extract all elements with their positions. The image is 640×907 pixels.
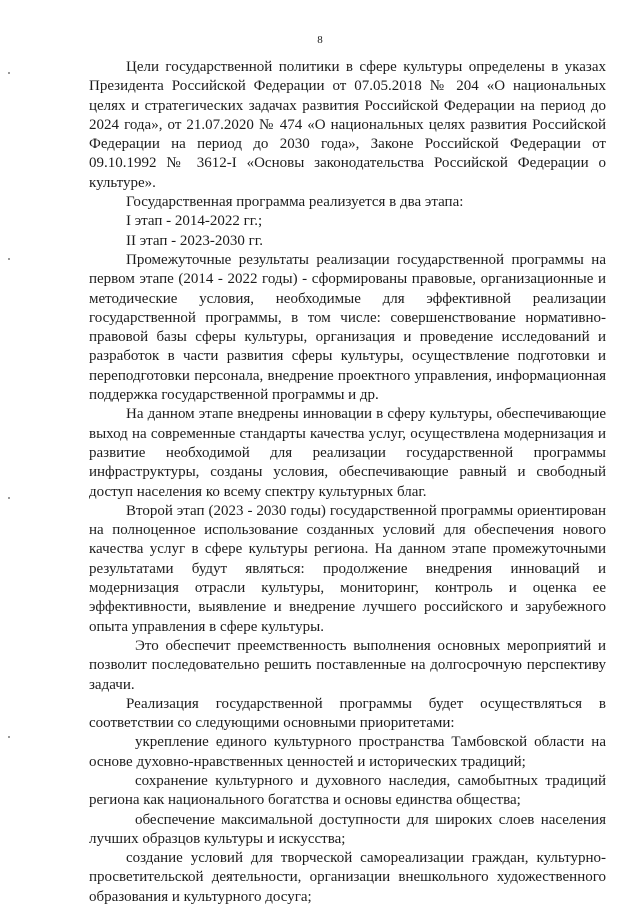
scan-mark bbox=[8, 497, 10, 499]
priority-item: обеспечение максимальной доступности для широких слоев населения лучших образцов культуры и искусства; bbox=[89, 811, 606, 847]
paragraph-interim-results-first-stage: Промежуточные результаты реализации государственной программы на первом этапе (2014 - 2022 годы) - сформированы правовые, организационные и методические условия, необходимые для эффективной реализации государственной программы, в том числе: совершенствование нормативно-правовой базы сферы культуры, организация и проведение исследований и разработок в части развития сферы культуры, осуществление подготовки и переподготовки персонала, внедрение проектного управления, информационная поддержка государственной программы и др. bbox=[89, 251, 606, 404]
paragraph-second-stage: Второй этап (2023 - 2030 годы) государственной программы ориентирован на полноценное использование созданных условий для обеспечения нового качества услуг в сфере культуры региона. На данном этапе промежуточными результатами будут являться: продолжение внедрения инноваций и модернизация отрасли культуры, мониторинг, контроль и оценка ее эффективности, выявление и внедрение лучшего российского и зарубежного опыта управления в сфере культуры. bbox=[89, 502, 606, 635]
scan-mark bbox=[8, 736, 10, 738]
priority-item: создание условий для творческой самореализации граждан, культурно-просветительской деятельности, организации внешкольного художественного образования и культурного досуга; bbox=[89, 850, 606, 905]
paragraph-policy-goals: Цели государственной политики в сфере культуры определены в указах Президента Российской Федерации от 07.05.2018 № 204 «О национальных целях и стратегических задачах развития Российской Федерации на период до 2024 года», от 21.07.2020 № 474 «О национальных целях развития Российской Федерации на период до 2030 года», Законе Российской Федерации от 09.10.1992 № 3612-I «Основы законодательства Российской Федерации о культуре». bbox=[89, 59, 606, 191]
page-number: 8 bbox=[317, 34, 323, 46]
document-body bbox=[89, 58, 606, 907]
paragraph-stage-2: II этап - 2023-2030 гг. bbox=[126, 232, 264, 249]
priority-item: укрепление единого культурного пространства Тамбовской области на основе духовно-нравственных ценностей и исторических традиций; bbox=[89, 734, 606, 770]
paragraph-stages-intro: Государственная программа реализуется в два этапа: bbox=[126, 194, 464, 211]
paragraph-priorities-intro: Реализация государственной программы будет осуществляться в соответствии со следующими основными приоритетами: bbox=[89, 695, 606, 732]
scan-mark bbox=[8, 72, 10, 74]
paragraph-stage-1: I этап - 2014-2022 гг.; bbox=[126, 213, 263, 230]
priority-item: сохранение культурного и духовного наследия, самобытных традиций региона как национального богатства и основы единства общества; bbox=[89, 772, 606, 809]
paragraph-innovations: На данном этапе внедрены инновации в сферу культуры, обеспечивающие выход на современные стандарты качества услуг, осуществлена модернизация и развитие необходимой для реализации государственной программы инфраструктуры, созданы условия, обеспечивающие равный и свободный доступ населения ко всему спектру культурных благ. bbox=[89, 406, 606, 500]
paragraph-continuity: Это обеспечит преемственность выполнения основных мероприятий и позволит последовательно решить поставленные на долгосрочную перспективу задачи. bbox=[89, 637, 606, 693]
scan-mark bbox=[8, 258, 10, 260]
